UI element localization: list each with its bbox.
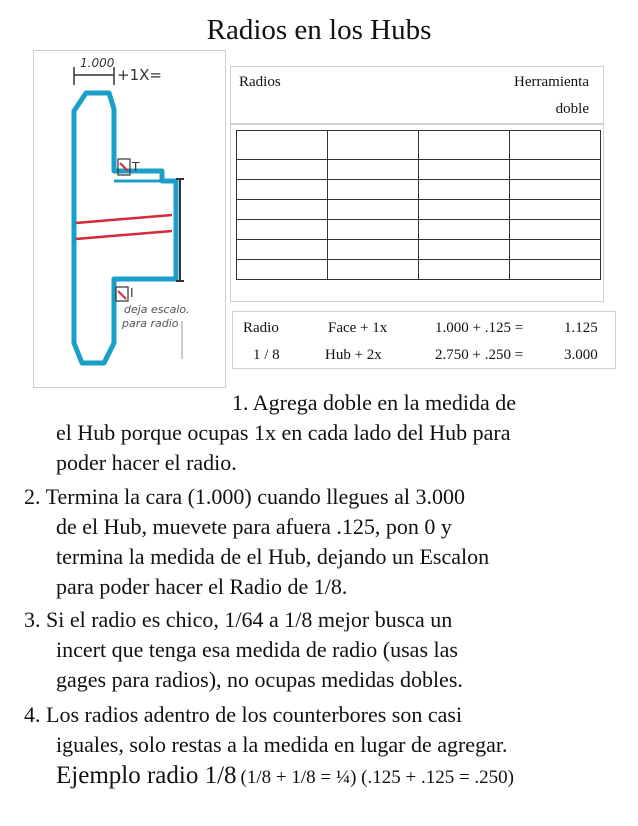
grid-cell	[328, 220, 419, 240]
grid-cell	[237, 160, 328, 180]
grid-row	[237, 200, 601, 220]
calc-r2-c1: 1 / 8	[253, 347, 280, 363]
grid-cell	[510, 180, 601, 200]
calc-r1-c1: Radio	[243, 320, 279, 336]
item4-line2: iguales, solo restas a la medida en lugar de agregar.	[56, 732, 508, 757]
hub-sketch-drawing	[34, 51, 227, 389]
grid-cell	[237, 180, 328, 200]
grid-row	[237, 160, 601, 180]
grid-row	[237, 131, 601, 160]
grid-cell	[419, 260, 510, 280]
item1-line3: poder hacer el radio.	[56, 450, 237, 475]
grid-cell	[510, 131, 601, 160]
grid-cell	[328, 131, 419, 160]
example-label: Ejemplo radio 1/8	[56, 762, 237, 789]
grid-cell	[328, 240, 419, 260]
example-formula: (1/8 + 1/8 = ¼) (.125 + .125 = .250)	[240, 767, 515, 788]
marker-bottom: I	[130, 286, 134, 300]
grid-cell	[419, 131, 510, 160]
calc-r2-c3: 2.750 + .250 =	[435, 347, 524, 363]
plus-label: +1X=	[117, 66, 162, 84]
grid-cell	[237, 220, 328, 240]
grid-cell	[237, 240, 328, 260]
calc-r1-c3: 1.000 + .125 =	[435, 320, 524, 336]
item4-line1: 4. Los radios adentro de los counterbores son casi	[24, 702, 463, 727]
sketch-note-2: para radio	[122, 317, 179, 330]
item1-line2: el Hub porque ocupas 1x en cada lado del Hub para	[56, 420, 511, 445]
grid-cell	[237, 200, 328, 220]
grid-row	[237, 220, 601, 240]
page-title: Radios en los Hubs	[206, 14, 432, 46]
empty-table	[236, 130, 601, 280]
calc-r2-c4: 3.000	[564, 347, 598, 363]
tool-header-box	[230, 66, 604, 124]
grid-cell	[237, 260, 328, 280]
grid-cell	[510, 200, 601, 220]
grid-cell	[237, 131, 328, 160]
hub-sketch	[33, 50, 226, 388]
sketch-note-1: deja escalo.	[124, 303, 190, 316]
grid-cell	[419, 160, 510, 180]
grid-box	[230, 124, 604, 302]
item3-line1: 3. Si el radio es chico, 1/64 a 1/8 mejor busca un	[24, 607, 453, 632]
doble-label: doble	[555, 101, 589, 117]
grid-cell	[510, 220, 601, 240]
grid-cell	[510, 240, 601, 260]
marker-top: T	[132, 160, 140, 174]
grid-cell	[328, 160, 419, 180]
item3-line3: gages para radios), no ocupas medidas dobles.	[56, 667, 463, 692]
grid-cell	[510, 260, 601, 280]
grid-cell	[510, 160, 601, 180]
calc-box	[232, 311, 616, 369]
grid-cell	[419, 200, 510, 220]
grid-cell	[419, 240, 510, 260]
grid-cell	[419, 180, 510, 200]
grid-cell	[328, 200, 419, 220]
grid-cell	[328, 260, 419, 280]
item2-line4: para poder hacer el Radio de 1/8.	[56, 574, 348, 599]
grid-row	[237, 260, 601, 280]
grid-cell	[419, 220, 510, 240]
radios-label: Radios	[239, 74, 281, 90]
grid-row	[237, 180, 601, 200]
item3-line2: incert que tenga esa medida de radio (usas las	[56, 637, 458, 662]
calc-r2-c2: Hub + 2x	[325, 347, 382, 363]
dimension-label: 1.000	[80, 56, 115, 70]
calc-r1-c4: 1.125	[564, 320, 598, 336]
item2-line1: 2. Termina la cara (1.000) cuando llegues al 3.000	[24, 484, 465, 509]
item2-line2: de el Hub, muevete para afuera .125, pon 0 y	[56, 514, 452, 539]
item2-line3: termina la medida de el Hub, dejando un Escalon	[56, 544, 490, 569]
example-line	[56, 762, 514, 790]
calc-r1-c2: Face + 1x	[328, 320, 388, 336]
item1-line1: 1. Agrega doble en la medida de	[232, 390, 517, 415]
grid-cell	[328, 180, 419, 200]
herramienta-label: Herramienta	[514, 74, 589, 90]
grid-row	[237, 240, 601, 260]
